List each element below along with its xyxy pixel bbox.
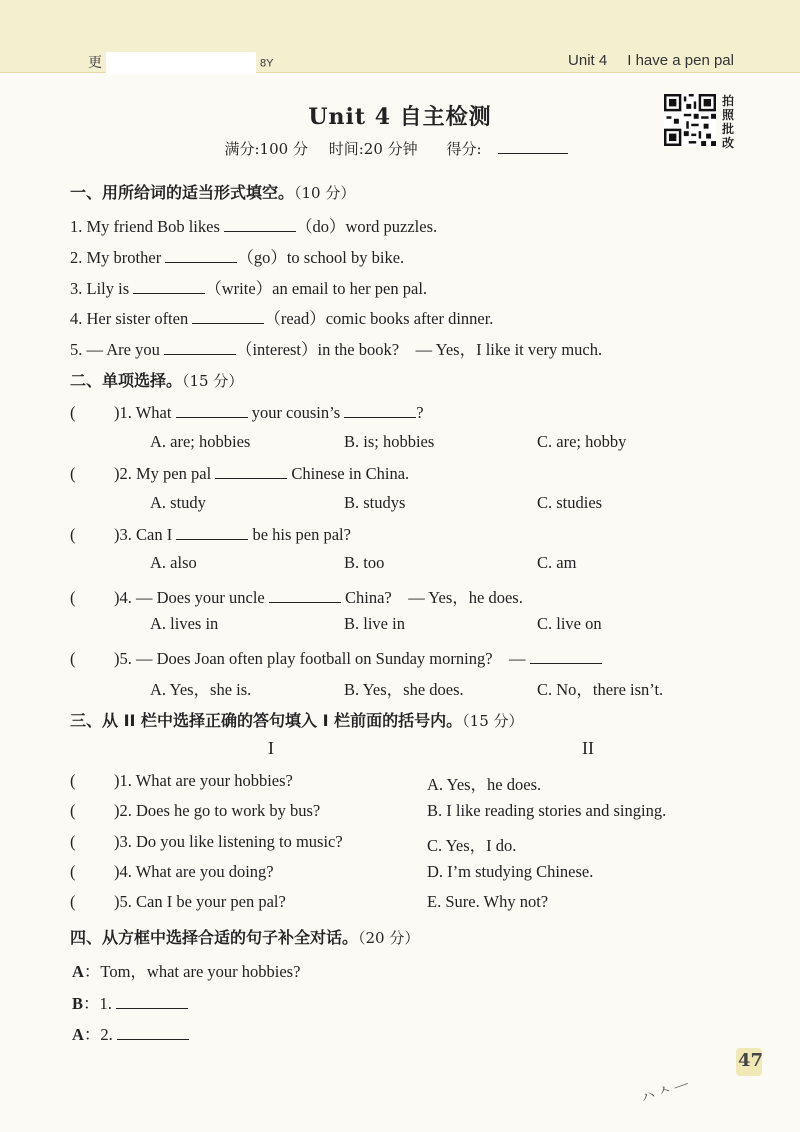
- option-c: C. studies: [537, 493, 603, 512]
- answer-blank[interactable]: [164, 338, 236, 355]
- question-text: ?: [416, 403, 424, 422]
- item-text: 5. — Are you: [70, 340, 164, 359]
- item-text: （go）to school by bike.: [237, 248, 405, 267]
- option-c: C. are; hobby: [537, 432, 627, 451]
- answer-paren[interactable]: (: [70, 892, 76, 911]
- section-3-title: [70, 708, 524, 731]
- header-unit: [568, 52, 734, 69]
- option-c: C. live on: [537, 614, 602, 633]
- match-row-5: [70, 892, 286, 912]
- score-blank[interactable]: [498, 139, 568, 154]
- speaker: A: [72, 1025, 84, 1044]
- mc-question-4: [70, 584, 523, 608]
- answer-paren[interactable]: (: [70, 588, 76, 607]
- qr-code-icon[interactable]: [664, 94, 716, 146]
- column-1-heading: I: [268, 738, 274, 758]
- section-title-text: 四、从方框中选择合适的句子补全对话。: [70, 928, 359, 947]
- match-answer: D. I’m studying Chinese.: [427, 862, 594, 881]
- option-a: A. lives in: [150, 614, 219, 633]
- fill-item-1: [70, 213, 437, 237]
- match-question: )4. What are you doing?: [114, 862, 274, 881]
- match-answer: B. I like reading stories and singing.: [427, 801, 667, 820]
- answer-blank[interactable]: [133, 277, 205, 294]
- answer-paren[interactable]: (: [70, 832, 76, 851]
- answer-blank: [530, 647, 602, 664]
- section-title-text: 三、从 II 栏中选择正确的答句填入 I 栏前面的括号内。: [70, 711, 463, 730]
- option-b: B. live in: [344, 614, 405, 633]
- fill-item-3: [70, 275, 427, 299]
- item-text: 2. My brother: [70, 248, 166, 267]
- answer-blank[interactable]: [116, 992, 188, 1009]
- answer-paren[interactable]: (: [70, 862, 76, 881]
- option-a: A. Yes，she is.: [150, 680, 252, 699]
- match-answer: E. Sure. Why not?: [427, 892, 549, 911]
- section-2-title: [70, 368, 243, 391]
- question-text: )5. — Does Joan often play football on Sunday morning? —: [114, 649, 530, 668]
- answer-blank[interactable]: [224, 215, 296, 232]
- qr-label-char: 拍: [722, 94, 735, 108]
- column-2-heading: II: [582, 738, 594, 758]
- question-text: Chinese in China.: [287, 464, 410, 483]
- answer-blank[interactable]: [117, 1023, 189, 1040]
- item-text: （interest）in the book? — Yes，I like it very much.: [235, 340, 603, 359]
- dialogue-line-1: [72, 958, 300, 982]
- page-number: 47: [738, 1050, 764, 1071]
- match-question: )5. Can I be your pen pal?: [114, 892, 286, 911]
- qr-label-char: 改: [722, 136, 735, 150]
- answer-paren[interactable]: (: [70, 403, 76, 422]
- header-code: 8Y: [260, 57, 274, 70]
- question-text: )3. Can I: [114, 525, 177, 544]
- mc-question-3: [70, 523, 351, 545]
- dialogue-text: ：2.: [83, 1025, 117, 1044]
- question-text: )1. What: [114, 403, 176, 422]
- fill-item-4: [70, 305, 493, 329]
- match-row-4: [70, 862, 274, 882]
- question-text: )2. My pen pal: [114, 464, 216, 483]
- answer-blank: [176, 523, 248, 540]
- header-left: [88, 52, 273, 74]
- answer-blank: [269, 586, 341, 603]
- answer-blank: [344, 401, 416, 418]
- time-limit: 时间:20 分钟: [328, 140, 418, 158]
- answer-blank: [176, 401, 248, 418]
- match-row-1: [70, 771, 293, 791]
- match-answer: C. Yes，I do.: [427, 836, 517, 855]
- fill-item-5: [70, 336, 602, 360]
- match-question: )1. What are your hobbies?: [114, 771, 293, 790]
- page-title: Unit 4 自主检测: [308, 104, 492, 130]
- mc-question-1: [70, 401, 424, 423]
- qr-label-char: 照: [722, 108, 735, 122]
- match-answer: A. Yes，he does.: [427, 775, 542, 794]
- option-c: C. No，there isn’t.: [537, 680, 664, 699]
- redacted-mask: [106, 52, 256, 74]
- question-text: )4. — Does your uncle: [114, 588, 269, 607]
- section-points: （10 分）: [294, 184, 356, 202]
- match-row-2: [70, 801, 320, 821]
- option-b: B. Yes，she does.: [344, 680, 464, 699]
- answer-blank[interactable]: [165, 246, 237, 263]
- header-left-text: 更: [88, 54, 102, 70]
- option-a: A. study: [150, 493, 206, 512]
- section-4-title: [70, 925, 419, 948]
- match-question: )3. Do you like listening to music?: [114, 832, 343, 851]
- answer-paren[interactable]: (: [70, 525, 76, 544]
- answer-paren[interactable]: (: [70, 801, 76, 820]
- handwritten-scribble: ハ ㅅ —: [639, 1076, 691, 1107]
- question-text: be his pen pal?: [248, 525, 351, 544]
- mc-question-5: [70, 645, 602, 669]
- option-c: C. am: [537, 553, 577, 572]
- dialogue-line-2: [72, 990, 188, 1014]
- mc-question-2: [70, 462, 409, 484]
- option-a: A. are; hobbies: [150, 432, 251, 451]
- section-title-text: 二、单项选择。: [70, 371, 183, 390]
- question-text: China? — Yes，he does.: [340, 588, 523, 607]
- unit-number: Unit 4: [568, 52, 608, 69]
- item-text: 1. My friend Bob likes: [70, 217, 224, 236]
- section-1-title: [70, 180, 355, 203]
- section-title-text: 一、用所给词的适当形式填空。: [70, 183, 295, 202]
- answer-blank[interactable]: [192, 307, 264, 324]
- score-got: [438, 140, 575, 158]
- dialogue-text: ：Tom，what are your hobbies?: [83, 962, 301, 981]
- unit-title: I have a pen pal: [627, 52, 734, 69]
- answer-paren[interactable]: (: [70, 464, 76, 483]
- section-points: （15 分）: [462, 712, 524, 730]
- option-b: B. is; hobbies: [344, 432, 435, 451]
- item-text: 4. Her sister often: [70, 309, 193, 328]
- item-text: （write）an email to her pen pal.: [205, 279, 428, 298]
- question-text: your cousin’s: [247, 403, 345, 422]
- speaker: A: [72, 962, 84, 981]
- qr-label-char: 批: [722, 122, 735, 136]
- answer-paren[interactable]: (: [70, 771, 76, 790]
- item-text: 3. Lily is: [70, 279, 134, 298]
- match-row-3: [70, 832, 343, 852]
- section-points: （15 分）: [182, 372, 244, 390]
- item-text: （do）word puzzles.: [296, 217, 438, 236]
- match-question: )2. Does he go to work by bus?: [114, 801, 321, 820]
- section-points: （20 分）: [358, 929, 420, 947]
- dialogue-text: ：1.: [83, 994, 117, 1013]
- option-b: B. studys: [344, 493, 406, 512]
- qr-label: [722, 94, 738, 150]
- speaker: B: [72, 994, 84, 1013]
- full-score: 满分:100 分: [224, 140, 308, 158]
- option-b: B. too: [344, 553, 385, 572]
- dialogue-line-3: [72, 1021, 189, 1045]
- answer-paren[interactable]: (: [70, 649, 76, 668]
- score-got-label: 得分:: [446, 140, 482, 158]
- item-text: （read）comic books after dinner.: [264, 309, 494, 328]
- fill-item-2: [70, 244, 404, 268]
- option-a: A. also: [150, 553, 197, 572]
- answer-blank: [215, 462, 287, 479]
